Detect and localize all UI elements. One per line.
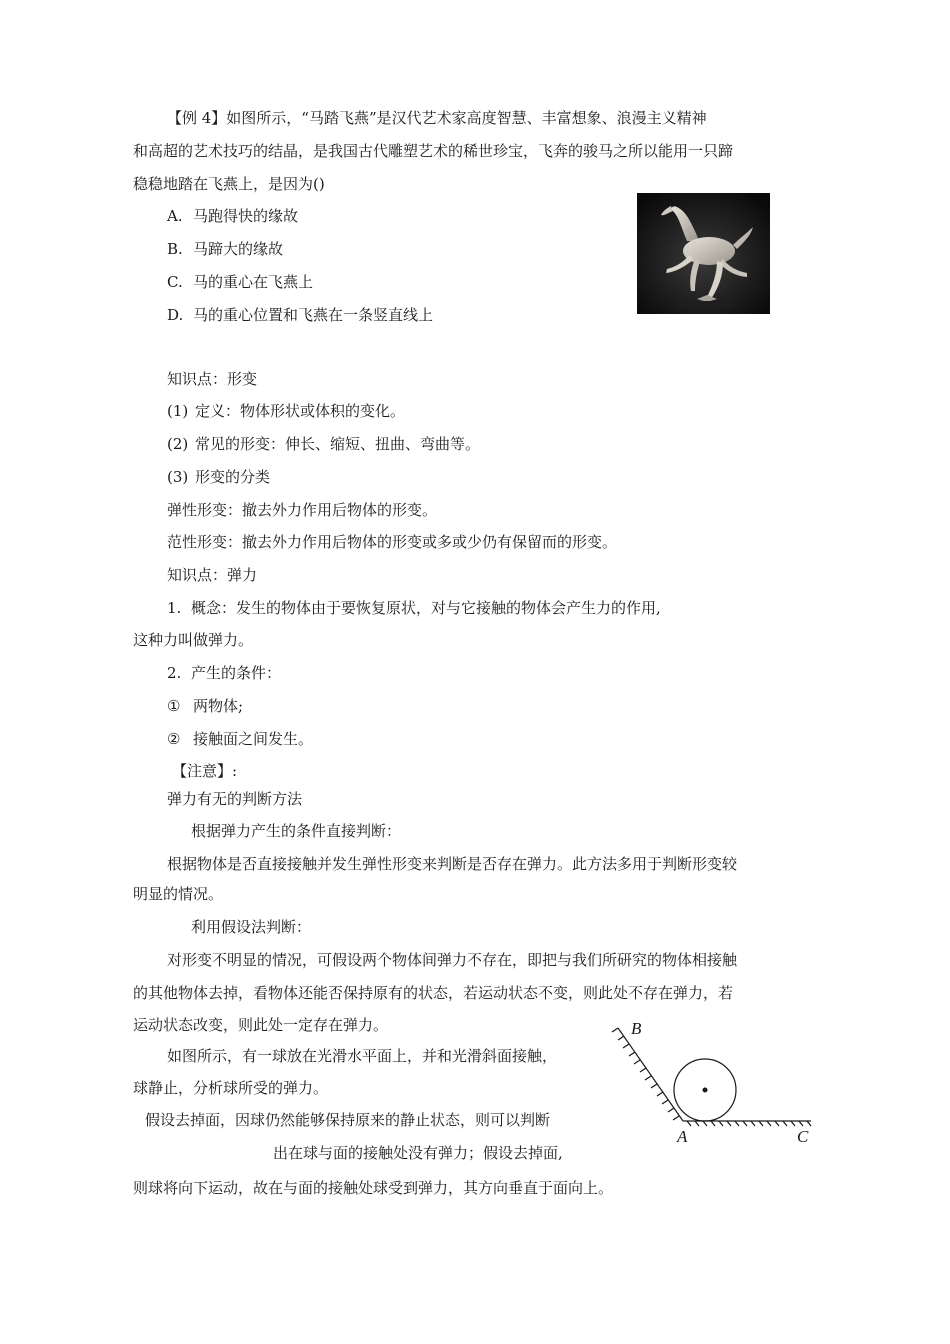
- method-2-title: 利用假设法判断：: [191, 918, 312, 936]
- horse-sculpture-photo: [637, 193, 770, 314]
- method-2-line-1: 对形变不明显的情况，可假设两个物体间弹力不存在，即把与我们所研究的物体相接触: [167, 951, 738, 969]
- method-1-title: 根据弹力产生的条件直接判断：: [191, 822, 402, 840]
- condition-item-2: ② 接触面之间发生。: [167, 730, 314, 748]
- incline-hatching: [612, 1028, 679, 1120]
- label-c: C: [797, 1127, 809, 1146]
- method-1-line-2: 明显的情况。: [133, 885, 224, 903]
- incline-surface-line: [618, 1028, 683, 1121]
- conditions-title: 2. 产生的条件：: [167, 664, 282, 682]
- method-1-line-1: 根据物体是否直接接触并发生弹性形变来判断是否存在弹力。此方法多用于判断形变较: [167, 855, 738, 873]
- example-line-2: 和高超的艺术技巧的结晶，是我国古代雕塑艺术的稀世珍宝，飞奔的骏马之所以能用一只蹄: [133, 142, 734, 160]
- deformation-item-2: (2) 常见的形变：伸长、缩短、扭曲、弯曲等。: [167, 435, 481, 453]
- plastic-deformation: 范性形变：撤去外力作用后物体的形变或多或少仍有保留而的形变。: [167, 533, 618, 551]
- option-c: C. 马的重心在飞燕上: [167, 273, 314, 291]
- example-line-3: 稳稳地踏在飞燕上，是因为(): [133, 175, 325, 193]
- label-a: A: [677, 1127, 688, 1146]
- option-a: A. 马跑得快的缘故: [167, 207, 299, 225]
- deformation-heading: 知识点：形变: [167, 370, 258, 388]
- ball-center-dot: [703, 1088, 708, 1093]
- ball-incline-diagram: [605, 1018, 815, 1150]
- concept-line-2: 这种力叫做弹力。: [133, 631, 254, 649]
- condition-item-1: ① 两物体;: [167, 697, 244, 715]
- deformation-item-1: (1) 定义：物体形状或体积的变化。: [167, 402, 406, 420]
- example-line-1: 【例 4】如图所示，“马踏飞燕”是汉代艺术家高度智慧、丰富想象、浪漫主义精神: [167, 109, 707, 127]
- ball-example-line-4: 出在球与面的接触处没有弹力；假设去掉面,: [273, 1144, 563, 1162]
- ground-hatching: [687, 1121, 811, 1126]
- elastic-deformation: 弹性形变：撤去外力作用后物体的形变。: [167, 501, 438, 519]
- option-d: D. 马的重心位置和飞燕在一条竖直线上: [167, 306, 434, 324]
- label-b: B: [631, 1019, 642, 1038]
- concept-line-1: 1. 概念：发生的物体由于要恢复原状，对与它接触的物体会产生力的作用,: [167, 599, 661, 617]
- ball-example-line-3: 假设去掉面，因球仍然能够保持原来的静止状态，则可以判断: [145, 1111, 551, 1129]
- method-2-line-3: 运动状态改变，则此处一定存在弹力。: [133, 1016, 389, 1034]
- method-2-line-2: 的其他物体去掉，看物体还能否保持原有的状态，若运动状态不变，则此处不存在弹力，若: [133, 984, 734, 1002]
- note-label: 【注意】:: [172, 762, 238, 780]
- deformation-item-3: (3) 形变的分类: [167, 468, 271, 486]
- option-b: B. 马蹄大的缘故: [167, 240, 284, 258]
- elastic-force-heading: 知识点：弹力: [167, 566, 258, 584]
- ball-example-line-1: 如图所示，有一球放在光滑水平面上，并和光滑斜面接触，: [167, 1047, 558, 1065]
- ball-example-line-2: 球静止，分析球所受的弹力。: [133, 1079, 329, 1097]
- ball-example-line-5: 则球将向下运动，故在与面的接触处球受到弹力，其方向垂直于面向上。: [133, 1179, 614, 1197]
- method-title: 弹力有无的判断方法: [167, 790, 303, 808]
